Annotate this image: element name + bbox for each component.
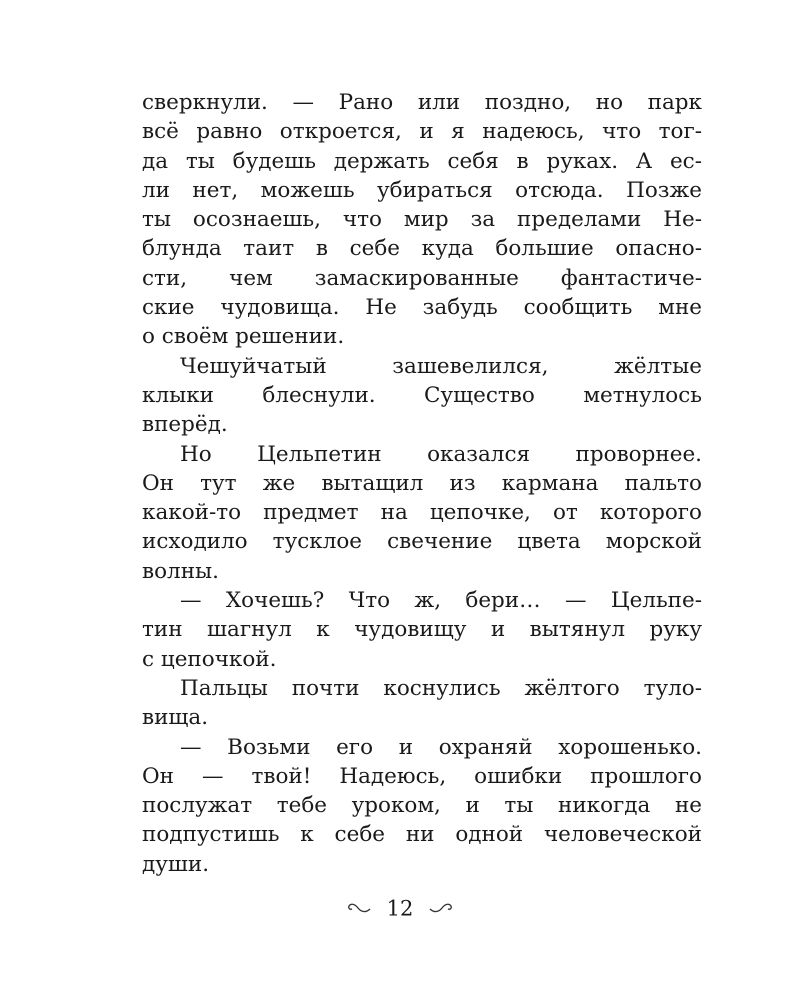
text-line: о своём решении. [142, 324, 345, 350]
text-line: сти, чем замаскированные фантастиче- [142, 265, 702, 291]
left-ornament-icon [346, 895, 372, 923]
text-line: Он тут же вытащил из кармана пальто [142, 470, 702, 496]
text-line: тин шагнул к чудовищу и вытянул руку [142, 617, 702, 643]
text-line: Пальцы почти коснулись жёлтого туло- [180, 675, 702, 701]
page-footer [0, 893, 800, 923]
text-line: исходило тусклое свечение цвета морской [142, 529, 702, 555]
text-line: клыки блеснули. Существо метнулось [142, 382, 702, 408]
text-line: подпустишь к себе ни одной человеческой [142, 822, 702, 848]
text-line: вища. [142, 705, 209, 731]
text-line: Он — твой! Надеюсь, ошибки прошлого [142, 763, 702, 789]
page-text-block [142, 88, 702, 879]
text-line: ские чудовища. Не забудь сообщить мне [142, 295, 702, 321]
text-line: всё равно откроется, и я надеюсь, что тог- [142, 119, 702, 145]
text-line: ты осознаешь, что мир за пределами Не- [142, 207, 702, 233]
page-number: 12 [386, 896, 414, 921]
text-line: блунда таит в себе куда большие опасно- [142, 236, 702, 262]
text-line: волны. [142, 558, 219, 584]
text-line: — Хочешь? Что ж, бери… — Цельпе- [180, 588, 702, 614]
right-ornament-icon [428, 895, 454, 923]
text-line: ли нет, можешь убираться отсюда. Позже [142, 177, 702, 203]
text-line: Но Цельпетин оказался проворнее. [180, 441, 702, 467]
text-line: послужат тебе уроком, и ты никогда не [142, 793, 702, 819]
text-line: сверкнули. — Рано или поздно, но парк [142, 90, 702, 115]
text-line: души. [142, 851, 210, 877]
text-line: какой-то предмет на цепочке, от которого [142, 500, 702, 526]
text-line: Чешуйчатый зашевелился, жёлтые [180, 353, 702, 379]
text-line: — Возьми его и охраняй хорошенько. [180, 734, 702, 760]
text-line: да ты будешь держать себя в руках. А ес- [142, 148, 702, 174]
text-line: с цепочкой. [142, 646, 277, 672]
text-line: вперёд. [142, 412, 228, 438]
